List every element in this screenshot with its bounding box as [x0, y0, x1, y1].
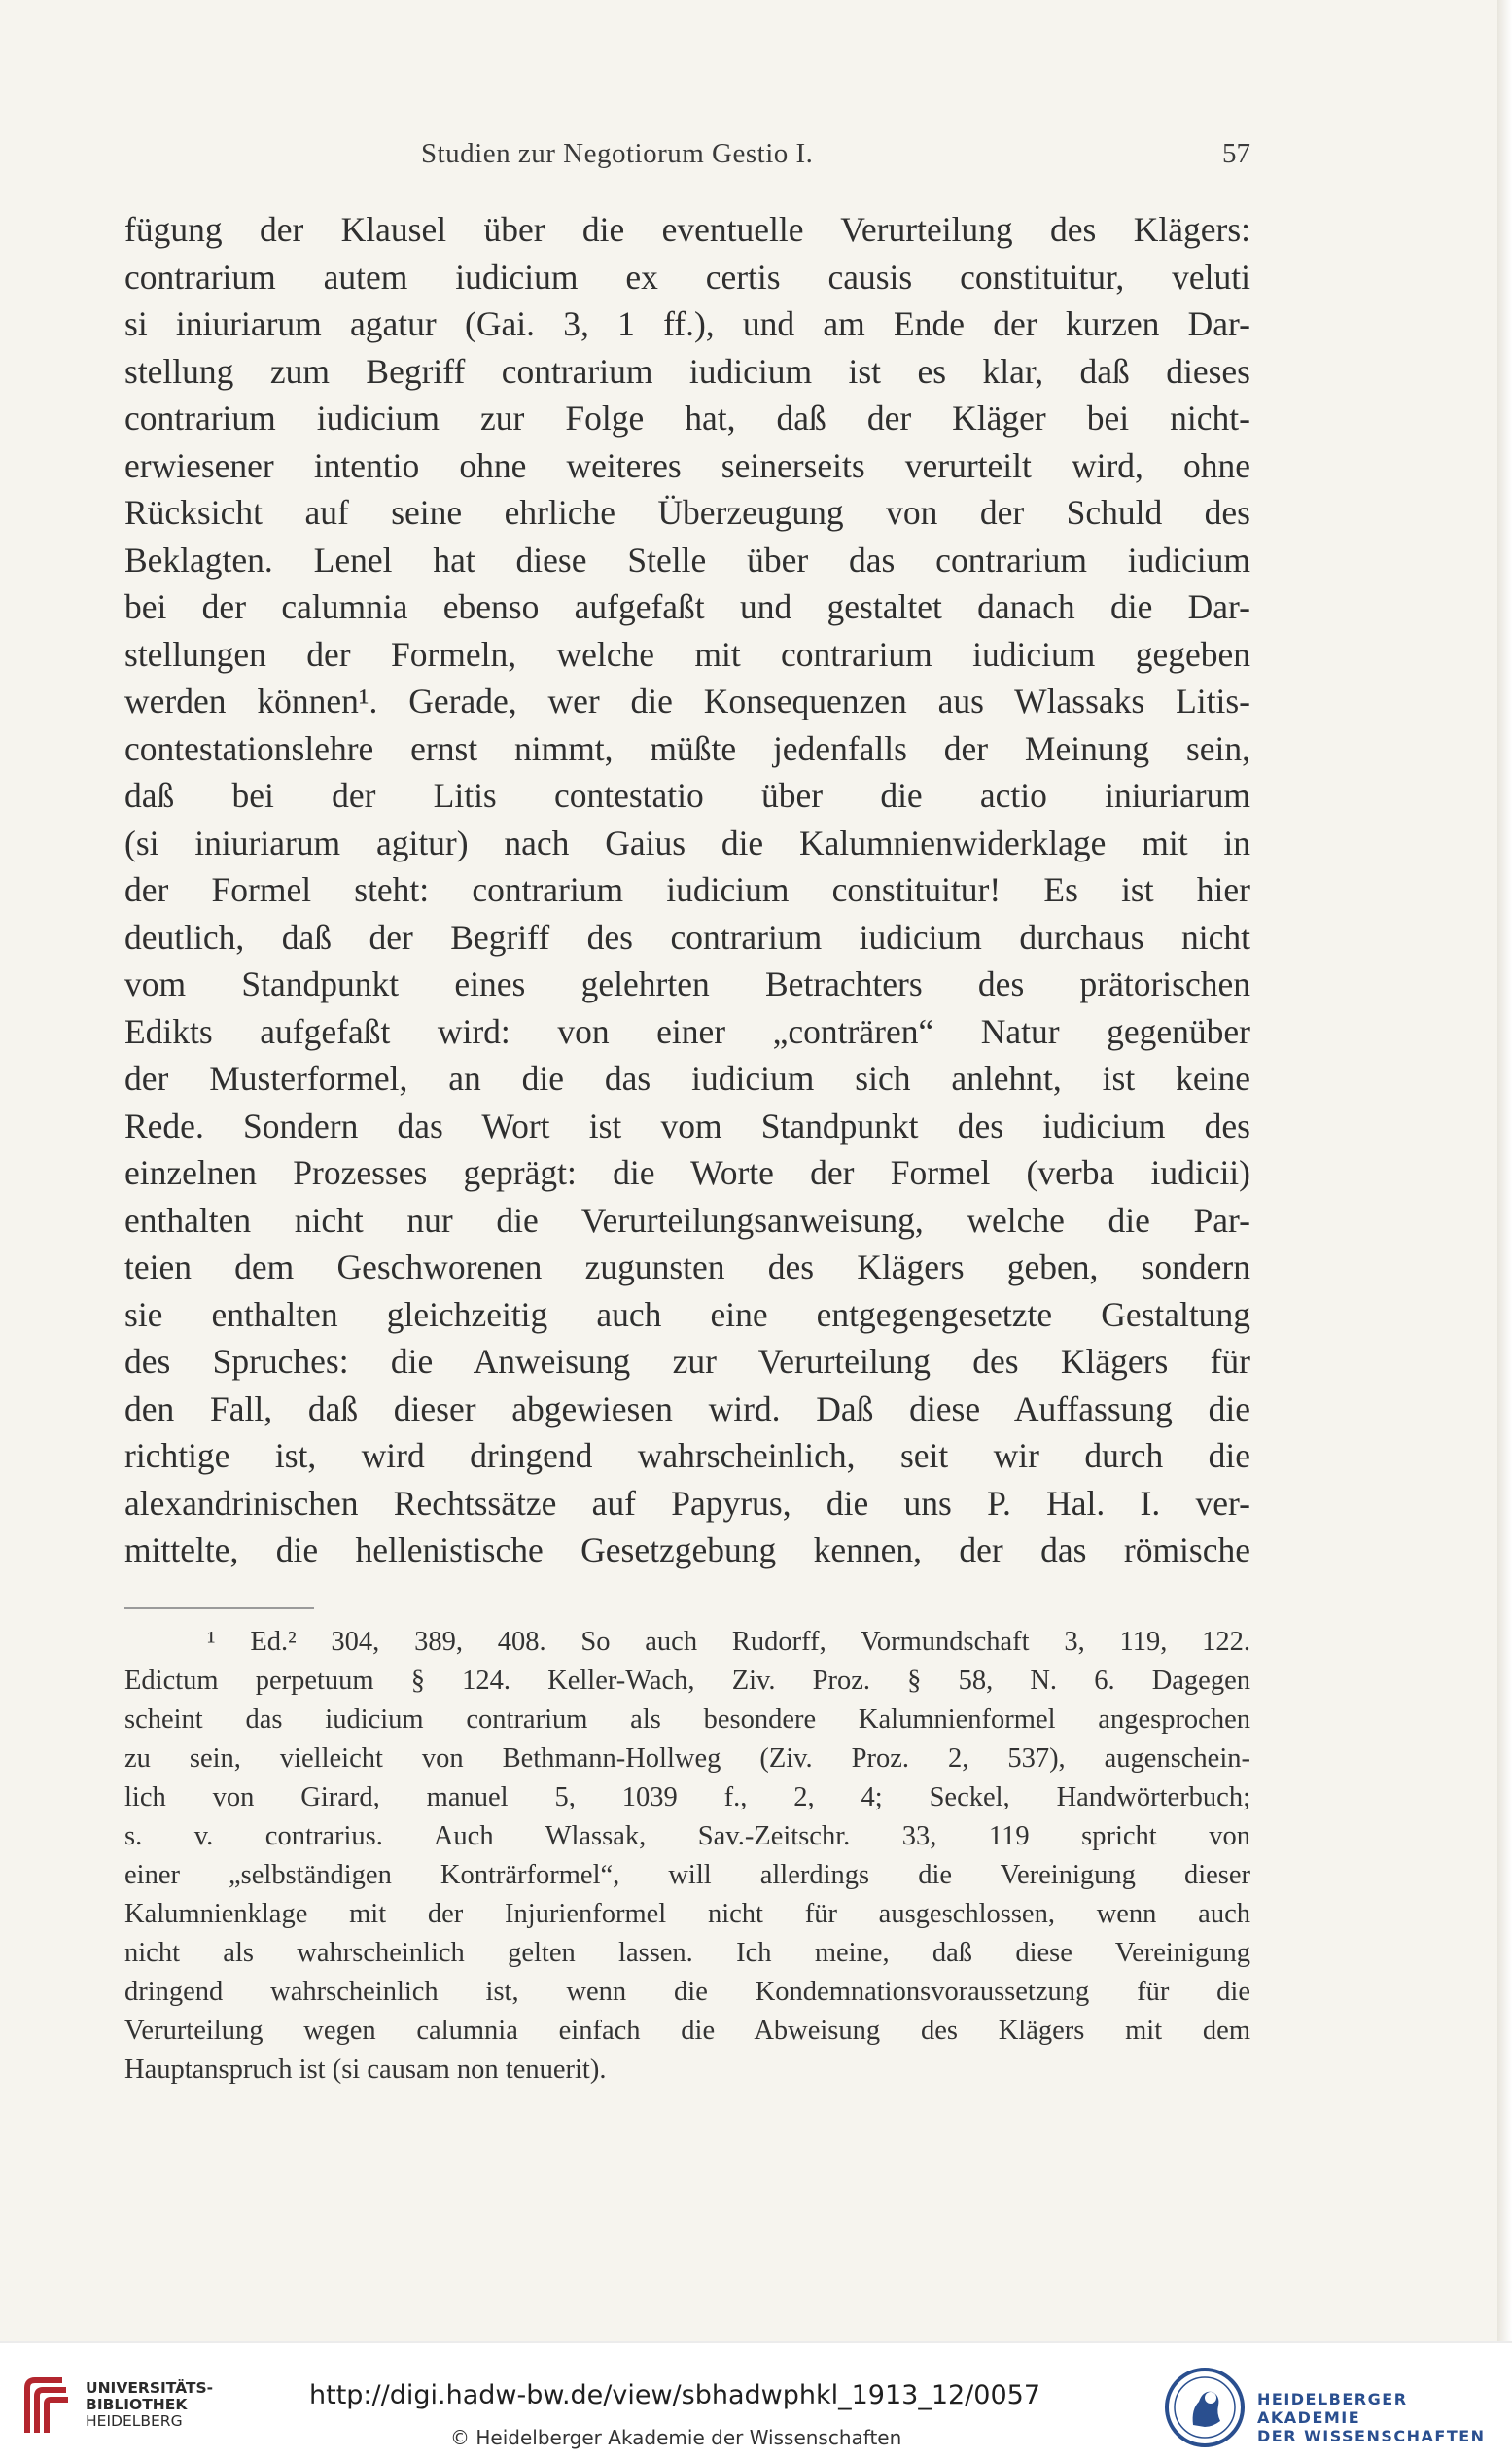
body-line: alexandrinischen Rechtssätze auf Papyrus, die uns P. Hal. I. ver-: [124, 1483, 1250, 1523]
footnote-line: scheint das iudicium contrarium als besondere Kalumnienformel angesprochen: [124, 1704, 1250, 1735]
body-line: der Musterformel, an die das iudicium sich anlehnt, ist keine: [124, 1059, 1250, 1098]
body-line: vom Standpunkt eines gelehrten Betrachters des prätorischen: [124, 965, 1250, 1003]
body-line: enthalten nicht nur die Verurteilungsanweisung, welche die Par-: [124, 1200, 1250, 1240]
footnote-line: dringend wahrscheinlich ist, wenn die Kondemnationsvoraussetzung für die: [124, 1977, 1250, 2007]
body-line: stellungen der Formeln, welche mit contrarium iudicium gegeben: [124, 634, 1250, 674]
body-line: deutlich, daß der Begriff des contrarium iudicium durchaus nicht: [124, 917, 1250, 957]
university-library-name: UNIVERSITÄTS- BIBLIOTHEK HEIDELBERG: [86, 2379, 214, 2430]
body-line: si iniuriarum agatur (Gai. 3, 1 ff.), und am Ende der kurzen Dar-: [124, 304, 1250, 343]
footnote-line: einer „selbständigen Konträrformel“, will allerdings die Vereinigung dieser: [124, 1860, 1250, 1890]
body-line: mittelte, die hellenistische Gesetzgebung kennen, der das römische: [124, 1530, 1250, 1569]
body-line: teien dem Geschworenen zugunsten des Klägers geben, sondern: [124, 1247, 1250, 1286]
footnote-line: ¹ Ed.² 304, 389, 408. So auch Rudorff, Vormundschaft 3, 119, 122.: [207, 1627, 1250, 1657]
body-line: stellung zum Begriff contrarium iudicium ist es klar, daß dieses: [124, 351, 1250, 391]
body-line: sie enthalten gleichzeitig auch eine entgegengesetzte Gestaltung: [124, 1294, 1250, 1334]
footnote-line: Edictum perpetuum § 124. Keller-Wach, Ziv. Proz. § 58, N. 6. Dagegen: [124, 1666, 1250, 1696]
body-line: fügung der Klausel über die eventuelle Verurteilung des Klägers:: [124, 210, 1250, 249]
running-head: [124, 136, 1250, 179]
body-line: des Spruches: die Anweisung zur Verurteilung des Klägers für: [124, 1342, 1250, 1381]
footnote-line: Kalumnienklage mit der Injurienformel nicht für ausgeschlossen, wenn auch: [124, 1899, 1250, 1929]
footnote-line: lich von Girard, manuel 5, 1039 f., 2, 4; Seckel, Handwörterbuch;: [124, 1782, 1250, 1812]
footnote-line: zu sein, vielleicht von Bethmann-Hollweg (Ziv. Proz. 2, 537), augenschein-: [124, 1743, 1250, 1774]
page-number: 57: [1222, 138, 1250, 169]
body-text: [124, 206, 1250, 1574]
page-edge-shadow: [1497, 0, 1512, 2341]
body-line: der Formel steht: contrarium iudicium constituitur! Es ist hier: [124, 870, 1250, 909]
body-line: contestationslehre ernst nimmt, müßte jedenfalls der Meinung sein,: [124, 728, 1250, 768]
permalink-url[interactable]: http://digi.hadw-bw.de/view/sbhadwphkl_1913_12/0057: [309, 2380, 1040, 2410]
body-line: bei der calumnia ebenso aufgefaßt und gestaltet danach die Dar-: [124, 587, 1250, 626]
footnotes: [124, 1623, 1250, 2090]
footnote-line: Hauptanspruch ist (si causam non tenuerit).: [124, 2055, 607, 2085]
body-line: erwiesener intentio ohne weiteres seinerseits verurteilt wird, ohne: [124, 445, 1250, 485]
footnote-line: s. v. contrarius. Auch Wlassak, Sav.-Zeitschr. 33, 119 spricht von: [124, 1821, 1250, 1851]
body-line: (si iniuriarum agitur) nach Gaius die Kalumnienwiderklage mit in: [124, 823, 1250, 862]
body-line: Edikts aufgefaßt wird: von einer „conträren“ Natur gegenüber: [124, 1011, 1250, 1051]
footnote-line: Verurteilung wegen calumnia einfach die Abweisung des Klägers mit dem: [124, 2016, 1250, 2046]
footnote-divider: [124, 1607, 314, 1609]
university-library-logo-icon: [18, 2372, 72, 2441]
body-line: contrarium autem iudicium ex certis causis constituitur, veluti: [124, 257, 1250, 297]
copyright-notice: © Heidelberger Akademie der Wissenschaften: [450, 2426, 902, 2449]
body-line: richtige ist, wird dringend wahrscheinlich, seit wir durch die: [124, 1436, 1250, 1475]
body-line: einzelnen Prozesses geprägt: die Worte der Formel (verba iudicii): [124, 1153, 1250, 1192]
body-line: daß bei der Litis contestatio über die actio iniuriarum: [124, 776, 1250, 815]
body-line: werden können¹. Gerade, wer die Konsequenzen aus Wlassaks Litis-: [124, 682, 1250, 720]
body-line: Rede. Sondern das Wort ist vom Standpunkt des iudicium des: [124, 1106, 1250, 1145]
footer-bar: [0, 2341, 1512, 2459]
body-line: den Fall, daß dieser abgewiesen wird. Daß diese Auffassung die: [124, 1388, 1250, 1428]
body-line: Beklagten. Lenel hat diese Stelle über das contrarium iudicium: [124, 540, 1250, 580]
footnote-line: nicht als wahrscheinlich gelten lassen. Ich meine, daß diese Vereinigung: [124, 1938, 1250, 1968]
academy-name: HEIDELBERGER AKADEMIE DER WISSENSCHAFTEN: [1257, 2390, 1486, 2445]
body-line: Rücksicht auf seine ehrliche Überzeugung von der Schuld des: [124, 493, 1250, 532]
body-line: contrarium iudicium zur Folge hat, daß der Kläger bei nicht-: [124, 399, 1250, 438]
academy-seal-icon: [1164, 2367, 1246, 2448]
running-title: Studien zur Negotiorum Gestio I.: [421, 138, 814, 169]
